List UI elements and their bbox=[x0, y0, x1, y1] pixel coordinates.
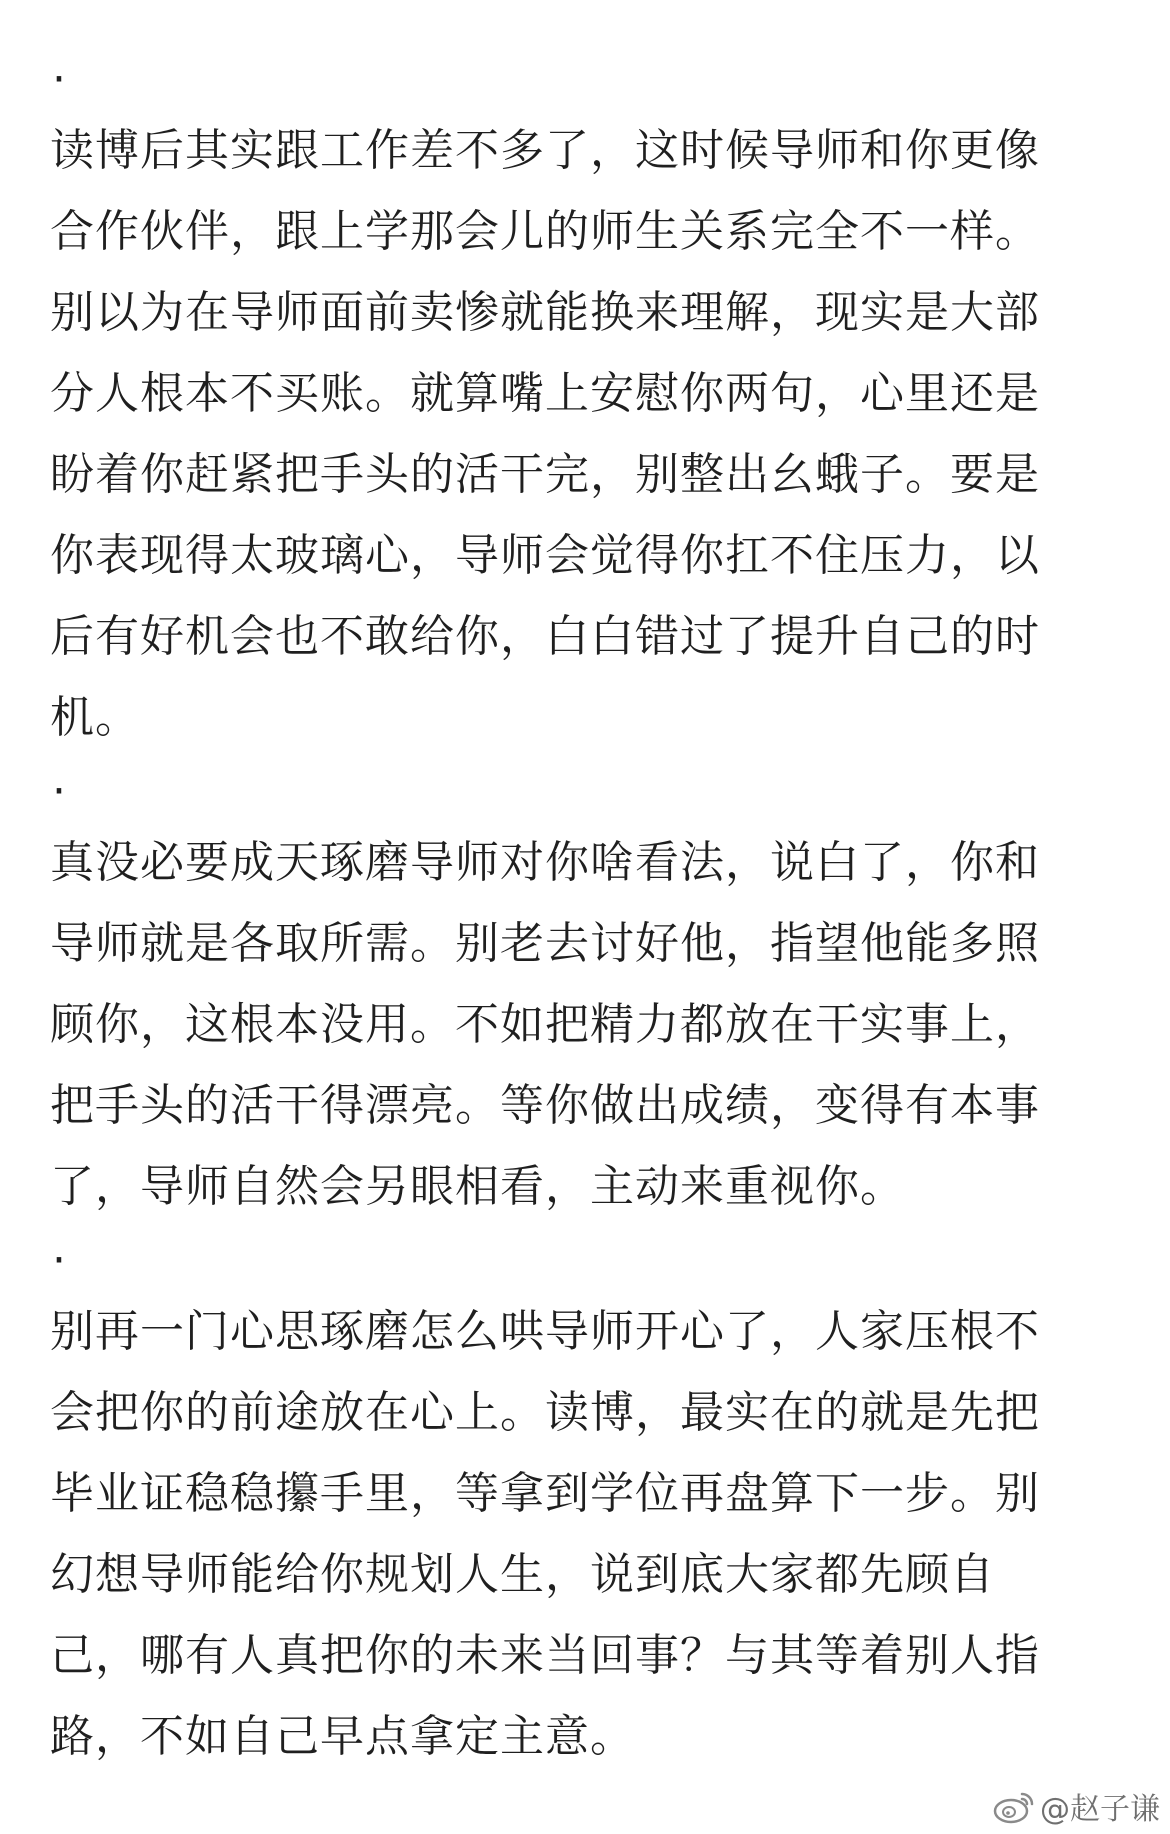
section-separator: · bbox=[52, 766, 66, 817]
paragraph: 别再一门心思琢磨怎么哄导师开心了，人家压根不会把你的前途放在心上。读博，最实在的就是先把毕业证稳稳攥手里，等拿到学位再盘算下一步。别幻想导师能给你规划人生，说到底大家都先顾自己，哪有人真把你的未来当回事？与其等着别人指路，不如自己早点拿定主意。 bbox=[50, 1306, 1040, 1762]
paragraph: 真没必要成天琢磨导师对你啥看法，说白了，你和导师就是各取所需。别老去讨好他，指望他能多照顾你，这根本没用。不如把精力都放在干实事上，把手头的活干得漂亮。等你做出成绩，变得有本事了，导师自然会另眼相看，主动来重视你。 bbox=[50, 837, 1040, 1212]
watermark-text: @赵子谦 bbox=[1040, 1792, 1160, 1827]
section-separator: · bbox=[52, 1235, 66, 1286]
article-body bbox=[50, 50, 1080, 1781]
section-separator: · bbox=[52, 54, 66, 105]
paragraph: 读博后其实跟工作差不多了，这时候导师和你更像合作伙伴，跟上学那会儿的师生关系完全不一样。别以为在导师面前卖惨就能换来理解，现实是大部分人根本不买账。就算嘴上安慰你两句，心里还是盼着你赶紧把手头的活干完，别整出幺蛾子。要是你表现得太玻璃心，导师会觉得你扛不住压力，以后有好机会也不敢给你，白白错过了提升自己的时机。 bbox=[50, 125, 1040, 743]
watermark bbox=[992, 1784, 1160, 1828]
weibo-icon bbox=[992, 1786, 1036, 1826]
